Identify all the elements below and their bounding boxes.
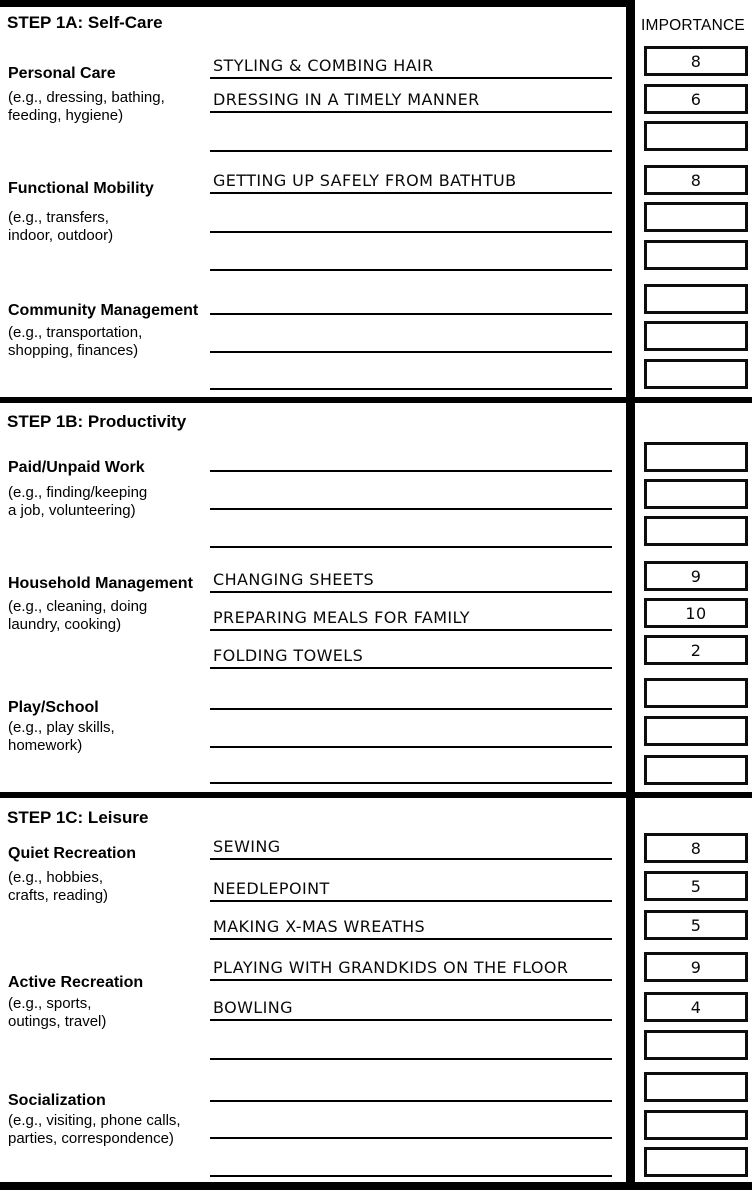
activity-line[interactable]	[210, 1147, 612, 1177]
group-desc-active-recreation	[8, 995, 220, 1031]
importance-box[interactable]	[644, 871, 748, 901]
activity-text	[210, 1135, 213, 1137]
group-desc-line: (e.g., sports,	[8, 995, 92, 1012]
activity-text	[210, 706, 213, 708]
activity-text: NEEDLEPOINT	[213, 879, 330, 898]
activity-text: MAKING X-MAS WREATHS	[213, 917, 426, 936]
activity-line[interactable]	[210, 442, 612, 472]
importance-box[interactable]	[644, 598, 748, 628]
group-desc-line: (e.g., hobbies,	[8, 869, 104, 886]
importance-value: 6	[690, 89, 702, 109]
group-desc-line: crafts, reading)	[8, 887, 109, 904]
activity-line[interactable]	[210, 83, 612, 113]
group-desc-paid-unpaid-work	[8, 484, 220, 520]
importance-box[interactable]	[644, 1072, 748, 1102]
group-desc-line: (e.g., play skills,	[8, 719, 115, 736]
activity-line[interactable]	[210, 991, 612, 1021]
group-desc-line: (e.g., transfers,	[8, 209, 109, 226]
group-desc-play-school	[8, 719, 220, 755]
group-desc-line: (e.g., cleaning, doing	[8, 598, 148, 615]
activity-line[interactable]	[210, 518, 612, 548]
importance-box[interactable]	[644, 284, 748, 314]
activity-text: PLAYING WITH GRANDKIDS ON THE FLOOR	[213, 958, 569, 977]
activity-text: PREPARING MEALS FOR FAMILY	[213, 608, 470, 627]
activity-line[interactable]	[210, 639, 612, 669]
importance-box[interactable]	[644, 1110, 748, 1140]
activity-text: BOWLING	[213, 998, 293, 1017]
group-desc-line: (e.g., transportation,	[8, 324, 143, 341]
activity-text: SEWING	[213, 837, 281, 856]
importance-box[interactable]	[644, 755, 748, 785]
group-title-community-management: Community Management	[8, 302, 199, 319]
activity-text	[210, 1056, 213, 1058]
importance-value: 10	[685, 603, 707, 623]
importance-box[interactable]	[644, 833, 748, 863]
activity-text	[210, 1098, 213, 1100]
importance-value: 9	[690, 957, 702, 977]
activity-line[interactable]	[210, 872, 612, 902]
group-desc-line: homework)	[8, 737, 83, 754]
importance-box[interactable]	[644, 240, 748, 270]
importance-value: 2	[690, 640, 702, 660]
importance-box[interactable]	[644, 46, 748, 76]
activity-line[interactable]	[210, 49, 612, 79]
activity-line[interactable]	[210, 830, 612, 860]
activity-line[interactable]	[210, 563, 612, 593]
importance-value: 5	[690, 876, 702, 896]
activity-text	[210, 544, 213, 546]
importance-box[interactable]	[644, 121, 748, 151]
group-title-household-management: Household Management	[8, 575, 193, 592]
activity-text	[210, 229, 213, 231]
activity-text	[210, 506, 213, 508]
importance-box[interactable]	[644, 678, 748, 708]
section-1c-header: STEP 1C: Leisure	[7, 808, 149, 827]
importance-value: 8	[690, 51, 702, 71]
importance-box[interactable]	[644, 321, 748, 351]
activity-text	[210, 744, 213, 746]
activity-text	[210, 386, 213, 388]
activity-text	[210, 1173, 213, 1175]
importance-box[interactable]	[644, 84, 748, 114]
group-title-paid-unpaid-work: Paid/Unpaid Work	[8, 459, 145, 476]
group-desc-quiet-recreation	[8, 869, 220, 905]
activity-line[interactable]	[210, 1030, 612, 1060]
group-title-active-recreation: Active Recreation	[8, 974, 144, 991]
importance-column-divider	[626, 0, 635, 1190]
group-desc-personal-care	[8, 89, 220, 125]
activity-text: STYLING & COMBING HAIR	[213, 56, 434, 75]
activity-line[interactable]	[210, 951, 612, 981]
group-desc-line: shopping, finances)	[8, 342, 139, 359]
group-desc-socialization	[8, 1112, 220, 1148]
group-desc-line: parties, correspondence)	[8, 1130, 174, 1147]
activity-line[interactable]	[210, 910, 612, 940]
group-desc-line: indoor, outdoor)	[8, 227, 114, 244]
top-border	[0, 0, 635, 7]
activity-line[interactable]	[210, 601, 612, 631]
group-title-personal-care: Personal Care	[8, 65, 116, 82]
activity-text	[210, 148, 213, 150]
importance-column-header: IMPORTANCE	[641, 17, 745, 34]
activity-line[interactable]	[210, 1109, 612, 1139]
activity-line[interactable]	[210, 241, 612, 271]
activity-line[interactable]	[210, 164, 612, 194]
importance-value: 4	[690, 997, 702, 1017]
importance-box[interactable]	[644, 1030, 748, 1060]
activity-line[interactable]	[210, 1072, 612, 1102]
activity-line[interactable]	[210, 122, 612, 152]
group-desc-household-management	[8, 598, 220, 634]
group-desc-line: laundry, cooking)	[8, 616, 122, 633]
activity-text: GETTING UP SAFELY FROM BATHTUB	[213, 171, 517, 190]
group-desc-line: a job, volunteering)	[8, 502, 136, 519]
importance-value: 9	[690, 566, 702, 586]
importance-box[interactable]	[644, 716, 748, 746]
activity-text	[210, 780, 213, 782]
activity-text: DRESSING IN A TIMELY MANNER	[213, 90, 480, 109]
group-title-quiet-recreation: Quiet Recreation	[8, 845, 137, 862]
importance-box[interactable]	[644, 992, 748, 1022]
section-1b-header: STEP 1B: Productivity	[7, 412, 187, 431]
importance-box[interactable]	[644, 561, 748, 591]
importance-box[interactable]	[644, 359, 748, 389]
group-desc-line: (e.g., finding/keeping	[8, 484, 148, 501]
activity-line[interactable]	[210, 360, 612, 390]
activity-line[interactable]	[210, 680, 612, 710]
importance-box[interactable]	[644, 442, 748, 472]
bottom-border	[0, 1182, 752, 1190]
activity-text	[210, 311, 213, 313]
group-title-play-school: Play/School	[8, 699, 99, 716]
group-title-socialization: Socialization	[8, 1092, 106, 1109]
activity-line[interactable]	[210, 718, 612, 748]
importance-box[interactable]	[644, 952, 748, 982]
activity-line[interactable]	[210, 285, 612, 315]
activity-line[interactable]	[210, 480, 612, 510]
group-desc-line: outings, travel)	[8, 1013, 107, 1030]
section-1a-header: STEP 1A: Self-Care	[7, 13, 163, 32]
section-divider-1a-1b	[0, 397, 752, 403]
activity-text	[210, 468, 213, 470]
group-title-functional-mobility: Functional Mobility	[8, 180, 154, 197]
importance-box[interactable]	[644, 202, 748, 232]
importance-box[interactable]	[644, 910, 748, 940]
group-desc-line: feeding, hygiene)	[8, 107, 124, 124]
activity-line[interactable]	[210, 203, 612, 233]
importance-value: 8	[690, 170, 702, 190]
importance-box[interactable]	[644, 1147, 748, 1177]
importance-box[interactable]	[644, 516, 748, 546]
importance-box[interactable]	[644, 635, 748, 665]
activity-line[interactable]	[210, 754, 612, 784]
activity-text	[210, 349, 213, 351]
group-desc-line: (e.g., dressing, bathing,	[8, 89, 165, 106]
section-divider-1b-1c	[0, 792, 752, 798]
importance-box[interactable]	[644, 165, 748, 195]
group-desc-functional-mobility	[8, 209, 220, 245]
activity-text	[210, 267, 213, 269]
importance-value: 8	[690, 838, 702, 858]
importance-box[interactable]	[644, 479, 748, 509]
activity-text: CHANGING SHEETS	[213, 570, 375, 589]
group-desc-line: (e.g., visiting, phone calls,	[8, 1112, 181, 1129]
activity-text: FOLDING TOWELS	[213, 646, 364, 665]
activity-line[interactable]	[210, 323, 612, 353]
group-desc-community-management	[8, 324, 220, 360]
importance-value: 5	[690, 915, 702, 935]
